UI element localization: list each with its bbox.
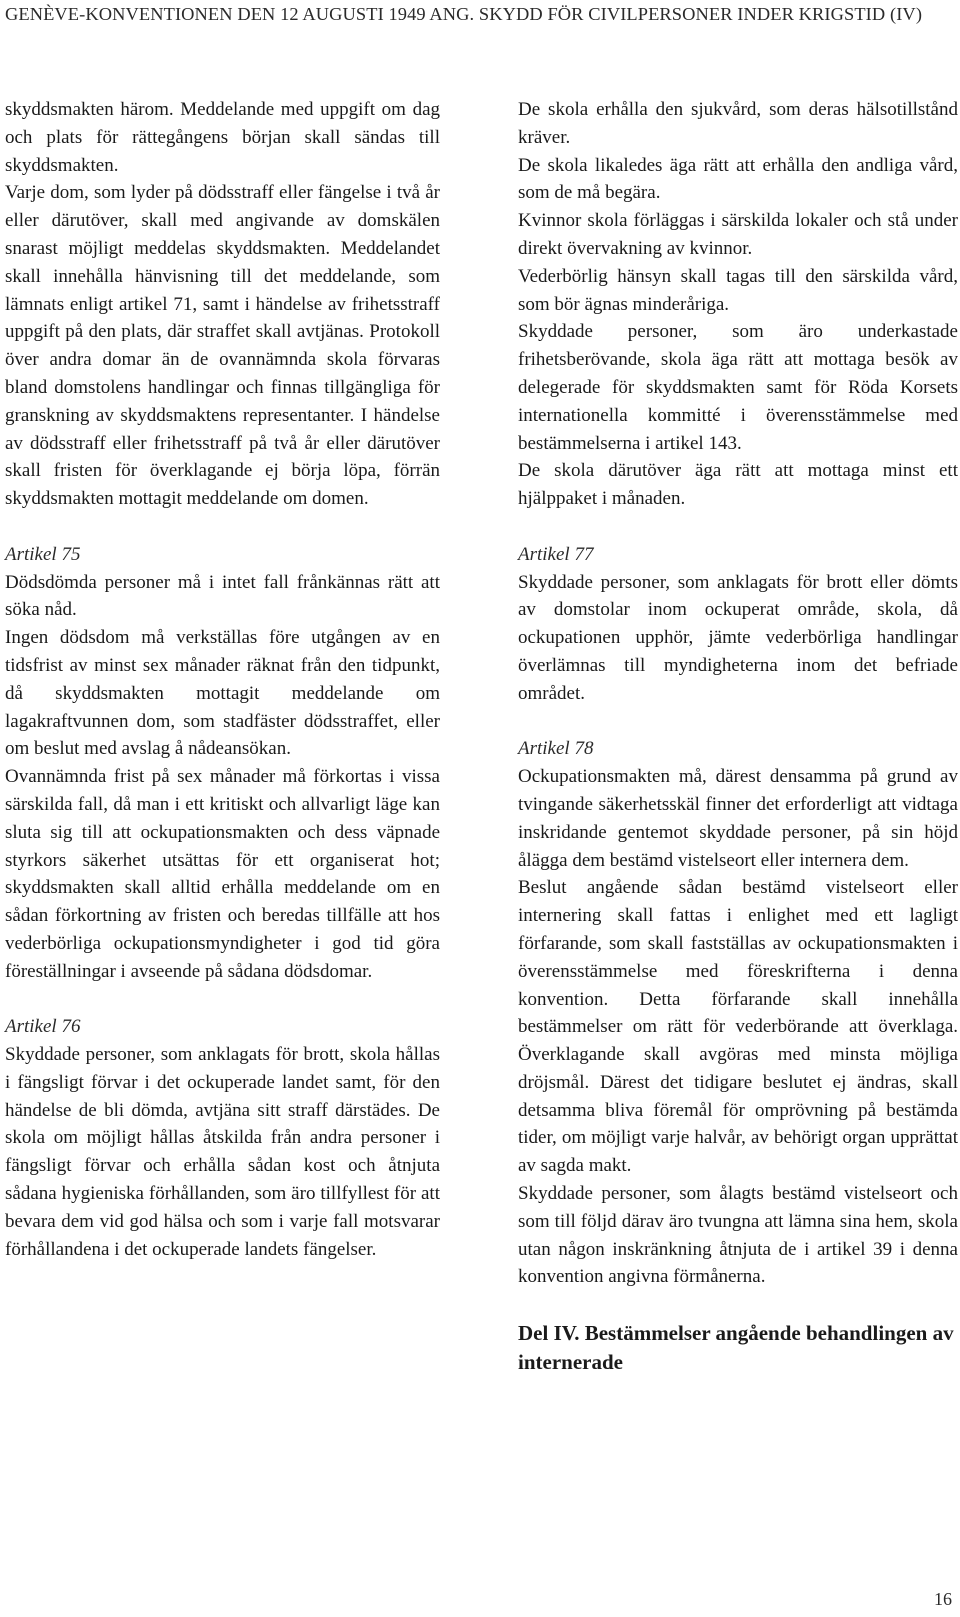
paragraph: Skyddade personer, som anklagats för brott eller dömts av domstolar inom ockuperat område, skola, då ockupationen upphör, jämte vederbörliga handlingar överlämnas till myndigheterna inom det befriade området. xyxy=(518,571,958,704)
paragraph: Kvinnor skola förläggas i särskilda lokaler och stå under direkt övervakning av kvinnor. xyxy=(518,210,958,259)
paragraph: Skyddade personer, som äro underkastade frihetsberövande, skola äga rätt att mottaga besök av delegerade för skyddsmakten samt för Röda Korsets internationella kommitté i överensstämmelse med bestämmelserna i artikel 143. xyxy=(518,321,958,454)
paragraph: Beslut angående sådan bestämd vistelseort eller internering skall fattas i enlighet med ett lagligt förfarande, som skall fastställas av ockupationsmakten i överensstämmelse med föreskrifterna i denna konvention. Detta förfarande skall innehålla bestämmelser om rätt för vederbörande att överklaga. Överklagande skall avgöras med minsta möjliga dröjsmål. Därest det tidigare beslutet ej ändras, skall detsamma bliva föremål för omprövning på bestämda tider, om möjligt varje halvår, av behörigt organ upprättat av sagda makt. xyxy=(518,877,958,1177)
article-heading-77: Artikel 77 xyxy=(518,543,594,565)
article-heading-76: Artikel 76 xyxy=(5,1016,81,1038)
spacer xyxy=(5,986,440,1014)
paragraph: De skola därutöver äga rätt att mottaga minst ett hjälppaket i månaden. xyxy=(518,460,958,510)
page-number: 16 xyxy=(934,1589,952,1609)
paragraph: Ingen dödsdom må verkställas före utgången av en tidsfrist av minst sex månader räknat från den tidpunkt, då skyddsmakten mottagit meddelande om lagakraftvunnen dom, som stadfäster dödsstraffet, eller om beslut med avslag å nådeansökan. xyxy=(5,627,440,760)
spacer xyxy=(518,513,958,541)
paragraph: Skyddade personer, som ålagts bestämd vistelseort och som till följd därav äro tvungna att lämna sina hem, skola utan någon inskränkning åtnjuta de i artikel 39 i denna konvention angivna förmånerna. xyxy=(518,1183,958,1288)
right-column xyxy=(518,96,958,1377)
paragraph: De skola likaledes äga rätt att erhålla den andliga vård, som de må begära. xyxy=(518,154,958,204)
spacer xyxy=(5,513,440,541)
paragraph: Vederbörlig hänsyn skall tagas till den särskilda vård, som bör ägnas minderåriga. xyxy=(518,265,958,315)
paragraph: skyddsmakten härom. Meddelande med uppgift om dag och plats för rättegångens början skall sändas till skyddsmakten. xyxy=(5,99,440,176)
paragraph: Dödsdömda personer må i intet fall frånkännas rätt att söka nåd. xyxy=(5,571,440,621)
paragraph: Ockupationsmakten må, därest densamma på grund av tvingande säkerhetsskäl finner det erforderligt att vidtaga inskridande gentemot skyddade personer, på sin höjd ålägga dem bestämd vistelseort eller internera dem. xyxy=(518,766,958,871)
spacer xyxy=(518,708,958,736)
paragraph: Ovannämnda frist på sex månader må förkortas i vissa särskilda fall, då man i ett kritiskt och allvarligt läge kan sluta sig till att ockupationsmakten och dess väpnade styrkors säkerhet utsättas för ett organiserat hot; skyddsmakten skall alltid erhålla meddelande om en sådan förkortning av fristen och beredas tillfälle att hos vederbörliga ockupationsmyndigheter i god tid göra föreställningar i avseende på sådana dödsdomar. xyxy=(5,766,440,982)
paragraph: De skola erhålla den sjukvård, som deras hälsotillstånd kräver. xyxy=(518,99,958,148)
paragraph: Varje dom, som lyder på dödsstraff eller fängelse i två år eller därutöver, skall med angivande av domskälen snarast möjligt meddelas skyddsmakten. Meddelandet skall innehålla hänvisning till det meddelande, som lämnats enligt artikel 71, samt i händelse av frihetsstraff uppgift på den plats, där straffet skall avtjänas. Protokoll över andra domar än de ovannämnda skola förvaras bland domstolens handlingar och finnas tillgängliga för granskning av skyddsmaktens representanter. I händelse av dödsstraff eller frihetsstraff på två år eller därutöver skall fristen för överklagande ej börja löpa, förrän skyddsmakten mottagit meddelande om domen. xyxy=(5,182,440,510)
article-heading-78: Artikel 78 xyxy=(518,738,594,760)
spacer xyxy=(518,1291,958,1319)
article-heading-75: Artikel 75 xyxy=(5,543,81,565)
part-heading: Del IV. Bestämmelser angående behandlingen av internerade xyxy=(518,1321,954,1375)
running-header: GENÈVE-KONVENTIONEN DEN 12 AUGUSTI 1949 ANG. SKYDD FÖR CIVILPERSONER INDER KRIGSTID (IV) xyxy=(5,4,923,24)
left-column xyxy=(5,96,440,1263)
paragraph: Skyddade personer, som anklagats för brott, skola hållas i fängsligt förvar i det ockuperade landet samt, för den händelse de bli dömda, avtjäna sitt straff därstädes. De skola om möjligt hållas åtskilda från andra personer i fängsligt förvar och erhålla sådan kost och åtnjuta sådana hygieniska förhållanden, som äro tillfyllest för att bevara dem vid god hälsa och som i varje fall motsvarar förhållandena i det ockuperade landets fängelser. xyxy=(5,1044,440,1260)
